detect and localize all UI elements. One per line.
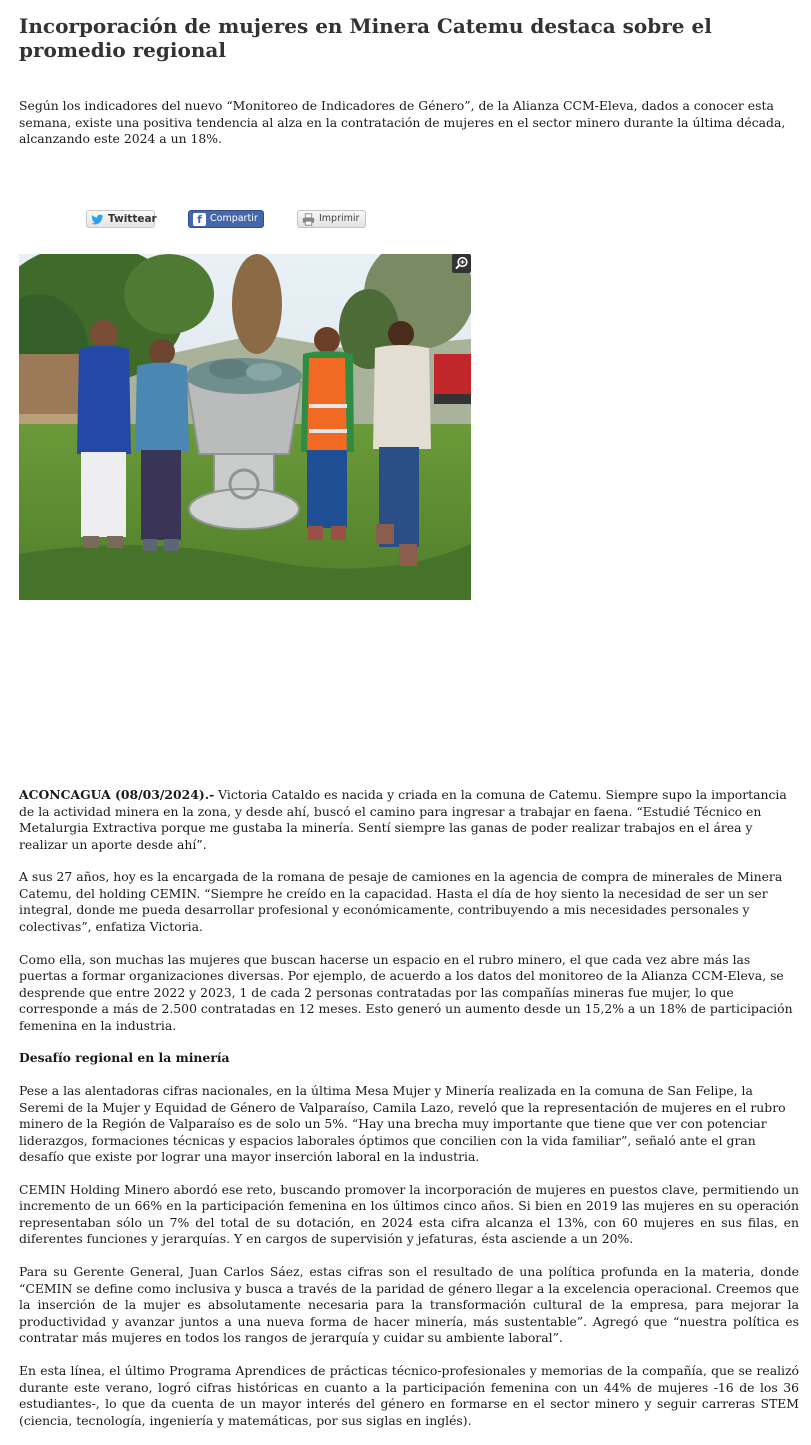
paragraph-1-text: Victoria Cataldo es nacida y criada en la comuna de Catemu. Siempre supo la importancia de la actividad minera en la zona, y desde ahí, buscó el camino para ingresar a trabajar en faena. “Estudié Técnico en Metalurgia Extractiva porque me gustaba la minería. Sentí siempre las ganas de poder realizar trabajos en el área y realizar un aporte desde ahí”. [19, 787, 787, 852]
article-title: Incorporación de mujeres en Minera Catemu destaca sobre el promedio regional [19, 14, 712, 62]
facebook-f-icon: f [193, 213, 206, 226]
facebook-share-button[interactable] [188, 210, 264, 228]
paragraph-4: Pese a las alentadoras cifras nacionales, en la última Mesa Mujer y Minería realizada en la comuna de San Felipe, la Seremi de la Mujer y Equidad de Género de Valparaíso, Camila Lazo, reveló que la representación de mujeres en el rubro minero de la Región de Valparaíso es de solo un 5%. “Hay una brecha muy importante que tiene que ver con potenciar liderazgos, formaciones técnicas y espacios laborales óptimos que concilien con la vida familiar”, señaló ante el gran desafío que existe por lograr una mayor inserción laboral en la industria. [19, 1083, 786, 1165]
section-heading: Desafío regional en la minería [19, 1050, 230, 1066]
paragraph-7: En esta línea, el último Programa Aprendices de prácticas técnico-profesionales y memorias de la compañía, que se realizó durante este verano, logró cifras históricas en cuanto a la participación femenina con un 44% de mujeres -16 de los 36 estudiantes-, lo que da cuenta de un mayor interés del género en formarse en el sector minero y seguir carreras STEM (ciencia, tecnología, ingeniería y matemáticas, por sus siglas en inglés). [19, 1363, 799, 1428]
paragraph-3: Como ella, son muchas las mujeres que buscan hacerse un espacio en el rubro minero, el que cada vez abre más las puertas a formar organizaciones diversas. Por ejemplo, de acuerdo a los datos del monitoreo de la Alianza CCM-Eleva, se desprende que entre 2022 y 2023, 1 de cada 2 personas contratadas por las compañías mineras fue mujer, lo que corresponde a más de 2.500 contratadas en 12 meses. Esto generó un aumento desde un 15,2% a un 18% de participación femenina en la industria. [19, 951, 793, 1033]
twitter-bird-icon [91, 213, 104, 226]
paragraph-1 [19, 787, 799, 853]
article-body [19, 787, 799, 1445]
dateline: ACONCAGUA (08/03/2024).- [19, 787, 215, 802]
print-label: Imprimir [319, 213, 360, 224]
article-photo [19, 254, 471, 600]
zoom-in-icon [452, 254, 471, 273]
photo-zoom-button[interactable] [452, 254, 471, 273]
printer-icon [302, 213, 315, 226]
twitter-share-label: Twittear [108, 213, 157, 225]
facebook-share-label: Compartir [210, 213, 258, 224]
twitter-share-button[interactable] [86, 210, 155, 228]
share-toolbar [0, 210, 811, 232]
paragraph-2: A sus 27 años, hoy es la encargada de la romana de pesaje de camiones en la agencia de compra de minerales de Minera Catemu, del holding CEMIN. “Siempre he creído en la capacidad. Hasta el día de hoy siento la necesidad de ser un ser integral, donde me pueda desarrollar profesional y económicamente, contribuyendo a mis necesidades personales y colectivas”, enfatiza Victoria. [19, 869, 783, 934]
print-button[interactable] [297, 210, 366, 228]
paragraph-5: CEMIN Holding Minero abordó ese reto, buscando promover la incorporación de mujeres en puestos clave, permitiendo un incremento de un 66% en la participación femenina en los últimos cinco años. Si bien en 2019 las mujeres en su operación representaban sólo un 7% del total de su dotación, en 2024 esta cifra alcanza el 13%, con 60 mujeres en sus filas, en diferentes funciones y jerarquías. Y en cargos de supervisión y jefaturas, ésta asciende a un 20%. [19, 1181, 799, 1247]
paragraph-6: Para su Gerente General, Juan Carlos Sáez, estas cifras son el resultado de una política profunda en la materia, donde “CEMIN se define como inclusiva y busca a través de la paridad de género llegar a la excelencia operacional. Creemos que la inserción de la mujer es absolutamente necesaria para la transformación cultural de la empresa, para mejorar la productividad y avanzar juntos a una nueva forma de hacer minería, más sustentable”. Agregó que “nuestra política es contratar más mujeres en todos los rangos de jerarquía y cuidar su ambiente laboral”. [19, 1264, 799, 1346]
article-lead: Según los indicadores del nuevo “Monitoreo de Indicadores de Género”, de la Alianza CCM-Eleva, dados a conocer esta semana, existe una positiva tendencia al alza en la contratación de mujeres en el sector minero durante la última década, alcanzando este 2024 a un 18%. [19, 98, 786, 146]
